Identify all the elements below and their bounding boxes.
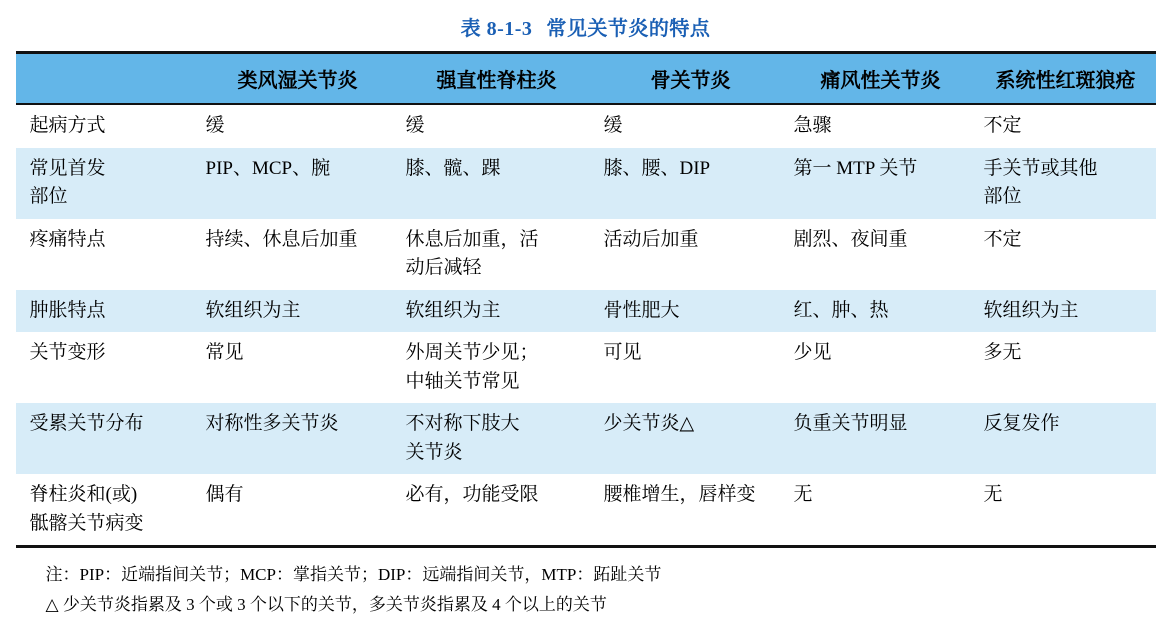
table-cell: 软组织为主 <box>976 290 1156 333</box>
table-row <box>16 148 1156 219</box>
table-cell: 不对称下肢大 关节炎 <box>398 403 596 474</box>
table-cell: 不定 <box>976 219 1156 290</box>
table-cell: PIP、MCP、腕 <box>198 148 398 219</box>
caption-title: 常见关节炎的特点 <box>546 18 711 40</box>
table-cell: 无 <box>976 474 1156 547</box>
note-line-0: 注：PIP：近端指间关节；MCP：掌指关节；DIP：远端指间关节，MTP：跖趾关节 <box>45 565 662 584</box>
table-row <box>16 332 1156 403</box>
column-header-2: 强直性脊柱炎 <box>398 53 596 105</box>
table-cell: 无 <box>786 474 976 547</box>
row-label-cell: 起病方式 <box>16 104 198 148</box>
table-cell: 对称性多关节炎 <box>198 403 398 474</box>
row-label-cell: 肿胀特点 <box>16 290 198 333</box>
table-cell: 不定 <box>976 104 1156 148</box>
table-cell: 多无 <box>976 332 1156 403</box>
note-line-1: △ 少关节炎指累及 3 个或 3 个以下的关节，多关节炎指累及 4 个以上的关节 <box>45 594 607 614</box>
table-cell: 软组织为主 <box>198 290 398 333</box>
table-cell: 急骤 <box>786 104 976 148</box>
table-cell: 持续、休息后加重 <box>198 219 398 290</box>
arthritis-comparison-table <box>16 51 1156 548</box>
table-cell: 外周关节少见； 中轴关节常见 <box>398 332 596 403</box>
table-cell: 休息后加重，活 动后减轻 <box>398 219 596 290</box>
header-row <box>16 53 1156 105</box>
table-cell: 必有，功能受限 <box>398 474 596 547</box>
table-row <box>16 290 1156 333</box>
row-label-cell: 疼痛特点 <box>16 219 198 290</box>
table-cell: 膝、髋、踝 <box>398 148 596 219</box>
table-caption <box>0 0 1171 51</box>
row-label-cell: 关节变形 <box>16 332 198 403</box>
column-header-4: 痛风性关节炎 <box>786 53 976 105</box>
table-cell: 第一 MTP 关节 <box>786 148 976 219</box>
table-cell: 腰椎增生，唇样变 <box>596 474 786 547</box>
table-body <box>16 104 1156 547</box>
table-cell: 红、肿、热 <box>786 290 976 333</box>
table-cell: 骨性肥大 <box>596 290 786 333</box>
table-notes <box>16 548 1156 620</box>
table-cell: 缓 <box>198 104 398 148</box>
caption-number: 表 8-1-3 <box>460 18 533 40</box>
table-cell: 偶有 <box>198 474 398 547</box>
table-cell: 可见 <box>596 332 786 403</box>
table-row <box>16 474 1156 547</box>
row-label-cell: 受累关节分布 <box>16 403 198 474</box>
table-cell: 缓 <box>596 104 786 148</box>
table-cell: 常见 <box>198 332 398 403</box>
table-cell: 少见 <box>786 332 976 403</box>
table-cell: 软组织为主 <box>398 290 596 333</box>
column-header-1: 类风湿关节炎 <box>198 53 398 105</box>
table-cell: 反复发作 <box>976 403 1156 474</box>
table-header <box>16 53 1156 105</box>
column-header-0 <box>16 53 198 105</box>
table-row <box>16 104 1156 148</box>
table-row <box>16 219 1156 290</box>
table-cell: 少关节炎△ <box>596 403 786 474</box>
table-cell: 剧烈、夜间重 <box>786 219 976 290</box>
row-label-cell: 常见首发 部位 <box>16 148 198 219</box>
column-header-3: 骨关节炎 <box>596 53 786 105</box>
table-cell: 缓 <box>398 104 596 148</box>
table-cell: 负重关节明显 <box>786 403 976 474</box>
table-cell: 手关节或其他 部位 <box>976 148 1156 219</box>
table-cell: 活动后加重 <box>596 219 786 290</box>
row-label-cell: 脊柱炎和(或) 骶髂关节病变 <box>16 474 198 547</box>
table-row <box>16 403 1156 474</box>
table-cell: 膝、腰、DIP <box>596 148 786 219</box>
column-header-5: 系统性红斑狼疮 <box>976 53 1156 105</box>
